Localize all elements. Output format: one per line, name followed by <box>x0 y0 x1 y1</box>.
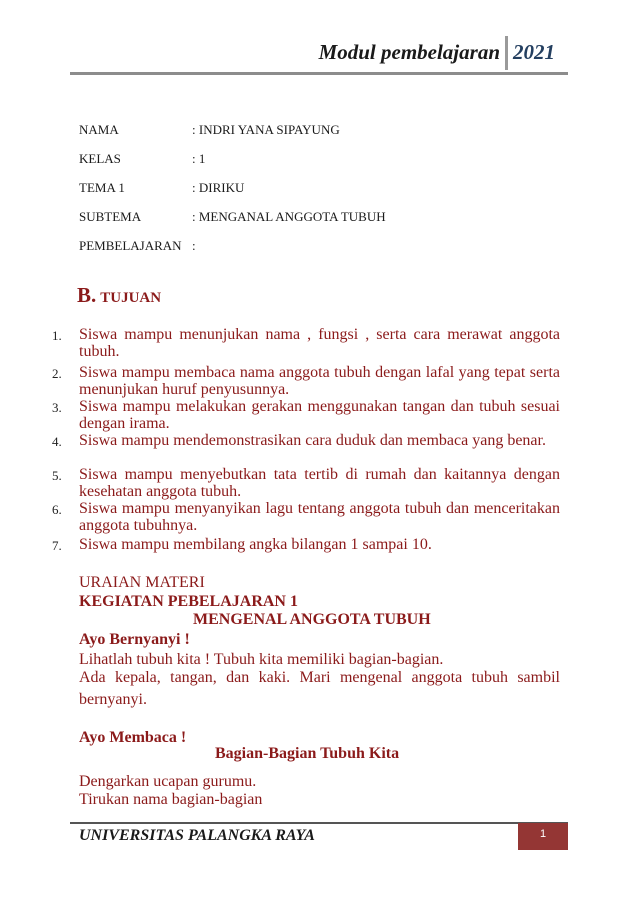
identity-value-nama: : INDRI YANA SIPAYUNG <box>192 122 340 137</box>
identity-value-kelas: : 1 <box>192 151 206 166</box>
page-number: 1 <box>518 823 568 850</box>
section-title: TUJUAN <box>100 290 162 306</box>
identity-label-pembelajaran: PEMBELAJARAN <box>79 238 182 253</box>
module-year: 2021 <box>513 40 555 64</box>
objective-text: Siswa mampu menyanyikan lagu tentang anggota tubuh dan menceritakan anggota tubuhnya. <box>79 500 560 534</box>
topic-heading: MENGENAL ANGGOTA TUBUH <box>193 611 431 628</box>
objective-text: Siswa mampu menyebutkan tata tertib di rumah dan kaitannya dengan kesehatan anggota tubuh. <box>79 466 560 500</box>
header-rule <box>70 72 568 75</box>
section-heading <box>77 283 161 308</box>
identity-label-subtema: SUBTEMA <box>79 209 142 224</box>
uraian-materi-label: URAIAN MATERI <box>79 574 205 591</box>
read-title: Bagian-Bagian Tubuh Kita <box>215 745 400 762</box>
objective-number: 7. <box>52 538 62 553</box>
read-instruction-1: Dengarkan ucapan gurumu. <box>79 773 257 790</box>
objective-text: Siswa mampu mendemonstrasikan cara duduk dan membaca yang benar. <box>79 432 546 449</box>
objective-text: Siswa mampu melakukan gerakan menggunakan tangan dan tubuh sesuai dengan irama. <box>79 398 560 432</box>
objective-number: 2. <box>52 366 62 381</box>
identity-label-kelas: KELAS <box>79 151 121 166</box>
read-heading: Ayo Membaca ! <box>79 729 187 746</box>
objective-number: 4. <box>52 434 62 449</box>
sing-paragraph: Ada kepala, tangan, dan kaki. Mari mengenal anggota tubuh sambil bernyanyi. <box>79 669 560 708</box>
footer-rule <box>70 822 568 824</box>
objective-number: 3. <box>52 400 62 415</box>
identity-value-pembelajaran: : <box>192 238 196 253</box>
read-instruction-2: Tirukan nama bagian-bagian <box>79 791 263 808</box>
objective-text: Siswa mampu membaca nama anggota tubuh dengan lafal yang tepat serta menunjukan huruf penyusunnya. <box>79 364 560 398</box>
identity-value-subtema: : MENGANAL ANGGOTA TUBUH <box>192 209 386 224</box>
sing-heading: Ayo Bernyanyi ! <box>79 631 190 648</box>
objective-number: 5. <box>52 468 62 483</box>
identity-value-tema: : DIRIKU <box>192 180 245 195</box>
kegiatan-heading: KEGIATAN PEBELAJARAN 1 <box>79 593 298 610</box>
objective-number: 6. <box>52 502 62 517</box>
module-title: Modul pembelajaran <box>318 40 500 64</box>
sing-text-line: Lihatlah tubuh kita ! Tubuh kita memiliki bagian-bagian. <box>79 651 444 668</box>
identity-label-nama: NAMA <box>79 122 119 137</box>
objective-number: 1. <box>52 328 62 343</box>
header-divider <box>505 36 508 70</box>
section-letter: B. <box>77 283 97 307</box>
identity-label-tema: TEMA 1 <box>79 180 125 195</box>
footer-university: UNIVERSITAS PALANGKA RAYA <box>79 827 315 844</box>
objective-text: Siswa mampu menunjukan nama , fungsi , serta cara merawat anggota tubuh. <box>79 326 560 360</box>
objective-text: Siswa mampu membilang angka bilangan 1 sampai 10. <box>79 536 432 553</box>
